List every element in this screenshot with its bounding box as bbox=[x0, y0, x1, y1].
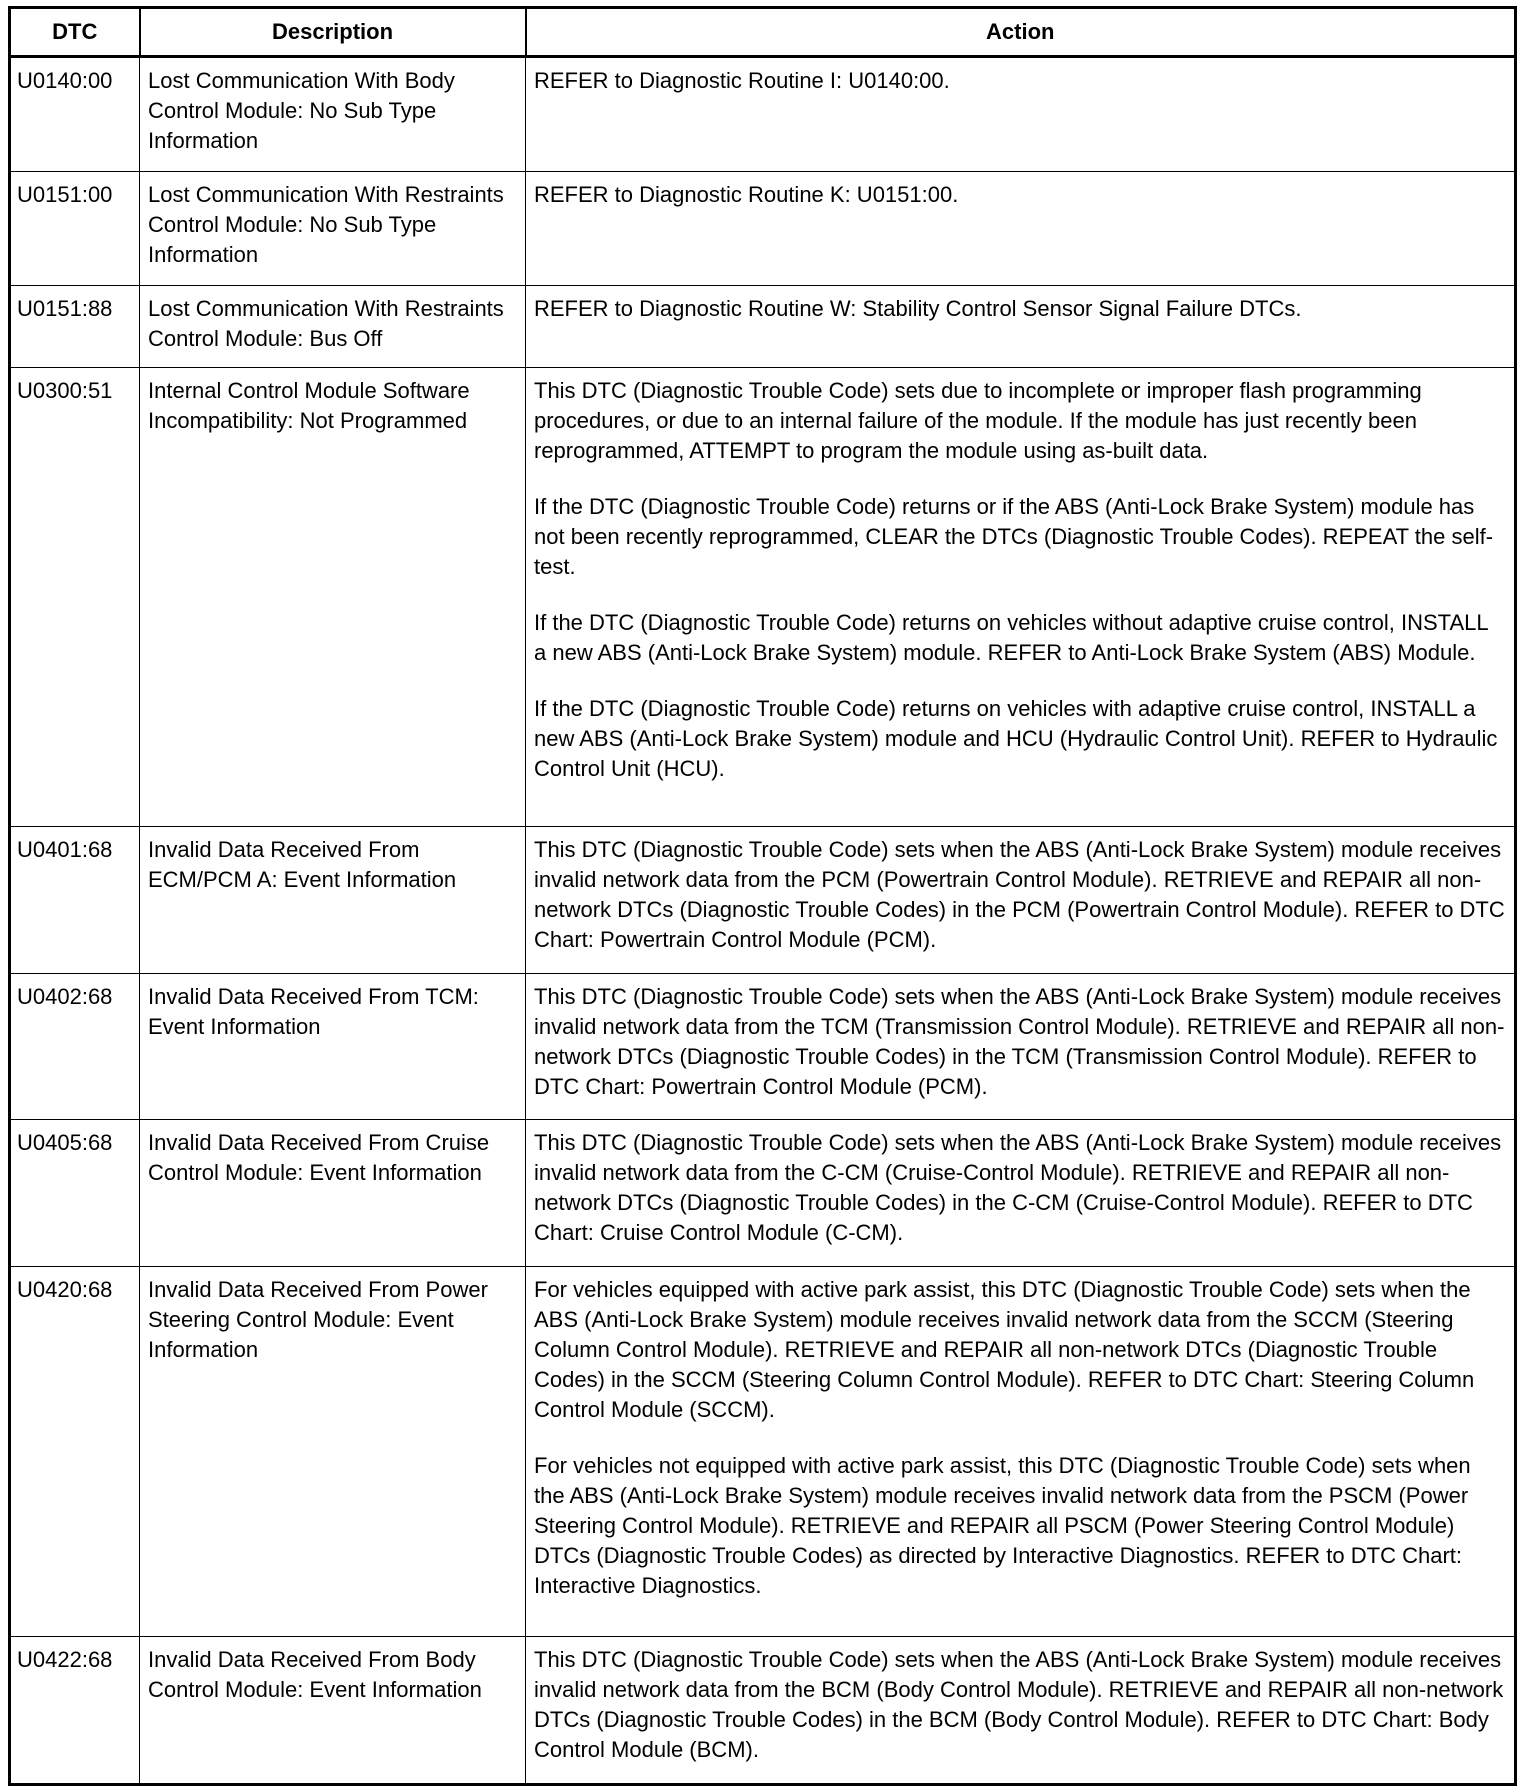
dtc-table bbox=[8, 6, 1517, 1786]
table-row bbox=[10, 973, 1516, 1120]
dtc-code: U0151:00 bbox=[10, 172, 140, 286]
dtc-code: U0420:68 bbox=[10, 1266, 140, 1636]
table-row bbox=[10, 172, 1516, 286]
action-paragraph: For vehicles not equipped with active park assist, this DTC (Diagnostic Trouble Code) sets when the ABS (Anti-Lock Brake System) module receives invalid network data from the PSCM (Power Steering Control Module). RETRIEVE and REPAIR all PSCM (Power Steering Control Module) DTCs (Diagnostic Trouble Codes) as directed by Interactive Diagnostics. REFER to DTC Chart: Interactive Diagnostics. bbox=[534, 1452, 1471, 1598]
dtc-action bbox=[526, 973, 1516, 1120]
table-row bbox=[10, 1637, 1516, 1785]
header-row bbox=[10, 8, 1516, 57]
table-body bbox=[10, 57, 1516, 1785]
dtc-description: Invalid Data Received From Cruise Control Module: Event Information bbox=[140, 1120, 526, 1267]
dtc-description: Invalid Data Received From TCM: Event Information bbox=[140, 973, 526, 1120]
action-paragraph: This DTC (Diagnostic Trouble Code) sets when the ABS (Anti-Lock Brake System) module receives invalid network data from the TCM (Transmission Control Module). RETRIEVE and REPAIR all non-network DTCs (Diagnostic Trouble Codes) in the TCM (Transmission Control Module). REFER to DTC Chart: Powertrain Control Module (PCM). bbox=[534, 983, 1505, 1099]
dtc-action bbox=[526, 1637, 1516, 1785]
dtc-description: Lost Communication With Body Control Module: No Sub Type Information bbox=[140, 57, 526, 172]
dtc-action bbox=[526, 57, 1516, 172]
table-row bbox=[10, 1120, 1516, 1267]
dtc-code: U0402:68 bbox=[10, 973, 140, 1120]
action-paragraph: This DTC (Diagnostic Trouble Code) sets when the ABS (Anti-Lock Brake System) module receives invalid network data from the BCM (Body Control Module). RETRIEVE and REPAIR all non-network DTCs (Diagnostic Trouble Codes) in the BCM (Body Control Module). REFER to DTC Chart: Body Control Module (BCM). bbox=[534, 1647, 1504, 1763]
dtc-action bbox=[526, 367, 1516, 826]
dtc-action bbox=[526, 172, 1516, 286]
action-paragraph: REFER to Diagnostic Routine I: U0140:00. bbox=[534, 68, 950, 93]
table-row bbox=[10, 57, 1516, 172]
dtc-description: Invalid Data Received From ECM/PCM A: Event Information bbox=[140, 827, 526, 974]
dtc-description: Internal Control Module Software Incompatibility: Not Programmed bbox=[140, 367, 526, 826]
dtc-code: U0140:00 bbox=[10, 57, 140, 172]
header-dtc: DTC bbox=[10, 8, 140, 57]
dtc-code: U0300:51 bbox=[10, 367, 140, 826]
dtc-description: Invalid Data Received From Power Steering Control Module: Event Information bbox=[140, 1266, 526, 1636]
dtc-description: Lost Communication With Restraints Control Module: No Sub Type Information bbox=[140, 172, 526, 286]
action-paragraph: This DTC (Diagnostic Trouble Code) sets when the ABS (Anti-Lock Brake System) module receives invalid network data from the PCM (Powertrain Control Module). RETRIEVE and REPAIR all non-network DTCs (Diagnostic Trouble Codes) in the PCM (Powertrain Control Module). REFER to DTC Chart: Powertrain Control Module (PCM). bbox=[534, 837, 1505, 953]
table-header bbox=[10, 8, 1516, 57]
dtc-code: U0405:68 bbox=[10, 1120, 140, 1267]
dtc-description: Lost Communication With Restraints Control Module: Bus Off bbox=[140, 286, 526, 367]
action-paragraph: This DTC (Diagnostic Trouble Code) sets due to incomplete or improper flash programming procedures, or due to an internal failure of the module. If the module has just recently been reprogrammed, ATTEMPT to program the module using as-built data. bbox=[534, 377, 1422, 463]
dtc-action bbox=[526, 286, 1516, 367]
table-row bbox=[10, 827, 1516, 974]
action-paragraph: If the DTC (Diagnostic Trouble Code) returns or if the ABS (Anti-Lock Brake System) module has not been recently reprogrammed, CLEAR the DTCs (Diagnostic Trouble Codes). REPEAT the self-test. bbox=[534, 493, 1494, 579]
action-paragraph: This DTC (Diagnostic Trouble Code) sets when the ABS (Anti-Lock Brake System) module receives invalid network data from the C-CM (Cruise-Control Module). RETRIEVE and REPAIR all non-network DTCs (Diagnostic Trouble Codes) in the C-CM (Cruise-Control Module). REFER to DTC Chart: Cruise Control Module (C-CM). bbox=[534, 1130, 1502, 1246]
header-action: Action bbox=[526, 8, 1516, 57]
header-description: Description bbox=[140, 8, 526, 57]
table-row bbox=[10, 367, 1516, 826]
dtc-action bbox=[526, 1266, 1516, 1636]
action-paragraph: For vehicles equipped with active park assist, this DTC (Diagnostic Trouble Code) sets when the ABS (Anti-Lock Brake System) module receives invalid network data from the SCCM (Steering Column Control Module). RETRIEVE and REPAIR all non-network DTCs (Diagnostic Trouble Codes) in the SCCM (Steering Column Control Module). REFER to DTC Chart: Steering Column Control Module (SCCM). bbox=[534, 1276, 1475, 1422]
dtc-action bbox=[526, 827, 1516, 974]
dtc-code: U0151:88 bbox=[10, 286, 140, 367]
action-paragraph: REFER to Diagnostic Routine W: Stability Control Sensor Signal Failure DTCs. bbox=[534, 296, 1302, 322]
action-paragraph: If the DTC (Diagnostic Trouble Code) returns on vehicles with adaptive cruise control, INSTALL a new ABS (Anti-Lock Brake System) module and HCU (Hydraulic Control Unit). REFER to Hydraulic Control Unit (HCU). bbox=[534, 695, 1498, 781]
table-row bbox=[10, 286, 1516, 367]
dtc-action bbox=[526, 1120, 1516, 1267]
action-paragraph: REFER to Diagnostic Routine K: U0151:00. bbox=[534, 182, 959, 208]
dtc-code: U0422:68 bbox=[10, 1637, 140, 1785]
dtc-code: U0401:68 bbox=[10, 827, 140, 974]
dtc-description: Invalid Data Received From Body Control Module: Event Information bbox=[140, 1637, 526, 1785]
table-row bbox=[10, 1266, 1516, 1636]
action-paragraph: If the DTC (Diagnostic Trouble Code) returns on vehicles without adaptive cruise control, INSTALL a new ABS (Anti-Lock Brake System) module. REFER to Anti-Lock Brake System (ABS) Module. bbox=[534, 609, 1488, 665]
